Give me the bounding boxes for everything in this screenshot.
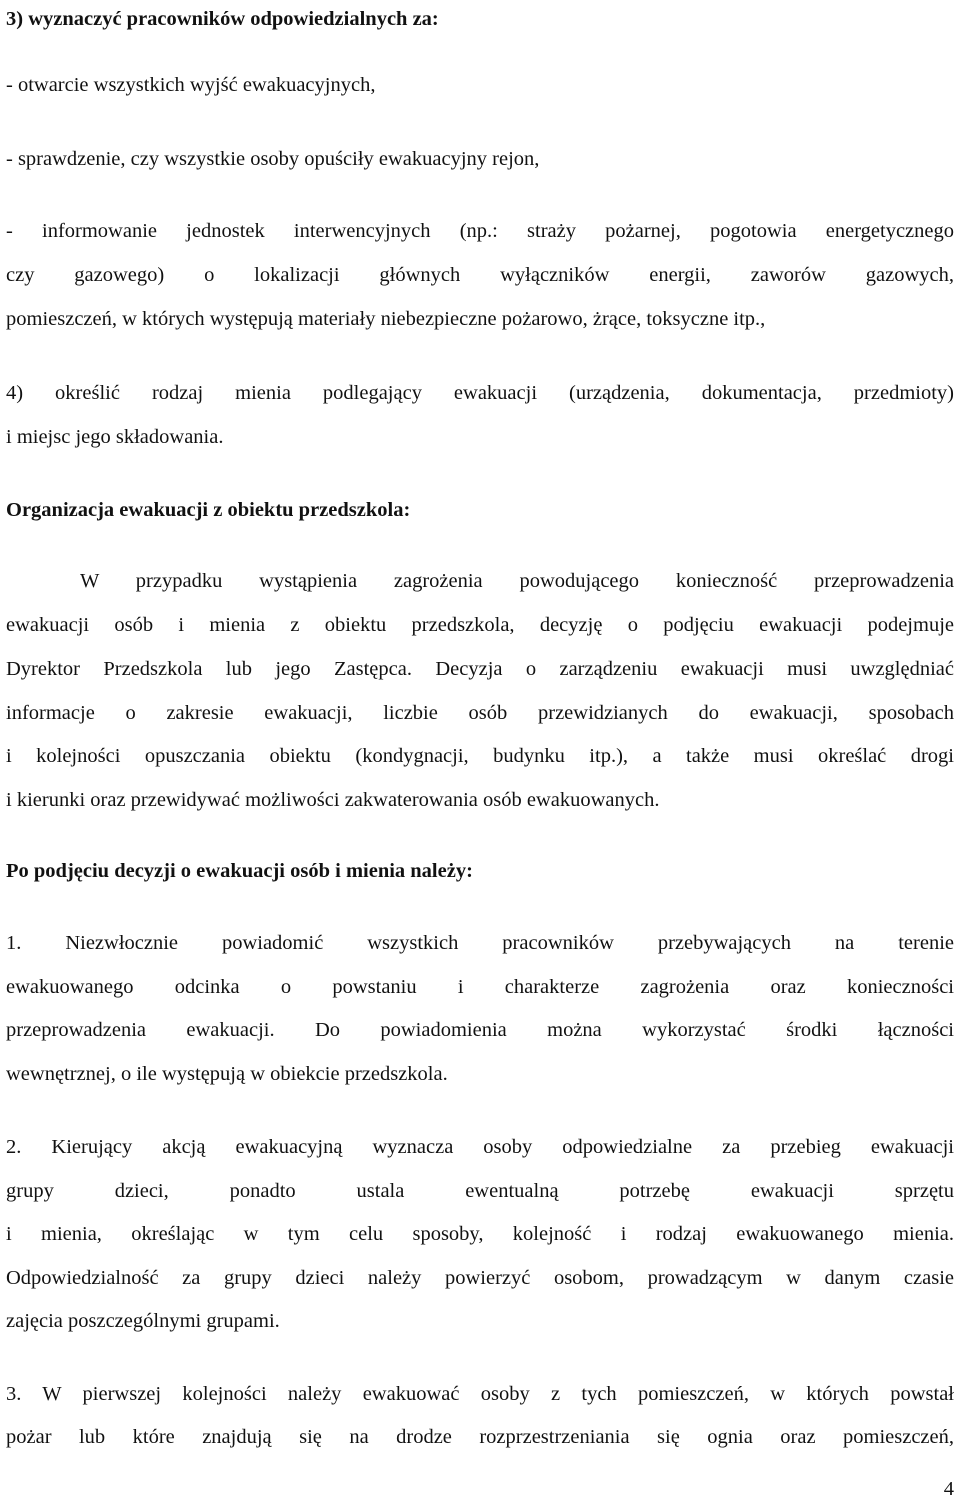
section-heading-after-decision: Po podjęciu decyzji o ewakuacji osób i mienia należy: xyxy=(6,860,473,882)
step-3-line-2: pożar lub które znajdują się na drodze rozprzestrzeniania się ognia oraz pomieszczeń, xyxy=(6,1426,954,1448)
paragraph-line-2: ewakuacji osób i mienia z obiektu przedszkola, decyzję o podjęciu ewakuacji podejmuje xyxy=(6,614,954,636)
page-number: 4 xyxy=(943,1478,954,1500)
step-1-line-3: przeprowadzenia ewakuacji. Do powiadomienia można wykorzystać środki łączności xyxy=(6,1019,954,1041)
item-3-heading: 3) wyznaczyć pracowników odpowiedzialnych za: xyxy=(6,8,439,30)
step-3-line-1: 3. W pierwszej kolejności należy ewakuować osoby z tych pomieszczeń, w których powstał xyxy=(6,1383,954,1405)
step-1-line-1: 1. Niezwłocznie powiadomić wszystkich pracowników przebywających na terenie xyxy=(6,932,954,954)
paragraph-line-6: i kierunki oraz przewidywać możliwości zakwaterowania osób ewakuowanych. xyxy=(6,789,660,811)
bullet-inform-units-line-3: pomieszczeń, w których występują materiały niebezpieczne pożarowo, żrące, toksyczne itp., xyxy=(6,308,766,330)
item-4-line-1: 4) określić rodzaj mienia podlegający ewakuacji (urządzenia, dokumentacja, przedmioty) xyxy=(6,382,954,404)
bullet-check-persons: - sprawdzenie, czy wszystkie osoby opuściły ewakuacyjny rejon, xyxy=(6,148,540,170)
step-2-line-4: Odpowiedzialność za grupy dzieci należy powierzyć osobom, prowadzącym w danym czasie xyxy=(6,1267,954,1289)
step-1-line-4: wewnętrznej, o ile występują w obiekcie przedszkola. xyxy=(6,1063,448,1085)
paragraph-line-4: informacje o zakresie ewakuacji, liczbie osób przewidzianych do ewakuacji, sposobach xyxy=(6,702,954,724)
step-2-line-2: grupy dzieci, ponadto ustala ewentualną potrzebę ewakuacji sprzętu xyxy=(6,1180,954,1202)
paragraph-line-3: Dyrektor Przedszkola lub jego Zastępca. Decyzja o zarządzeniu ewakuacji musi uwzględniać xyxy=(6,658,954,680)
bullet-open-exits: - otwarcie wszystkich wyjść ewakuacyjnych, xyxy=(6,74,376,96)
step-2-line-3: i mienia, określając w tym celu sposoby, kolejność i rodzaj ewakuowanego mienia. xyxy=(6,1223,954,1245)
paragraph-line-5: i kolejności opuszczania obiektu (kondygnacji, budynku itp.), a także musi określać drogi xyxy=(6,745,954,767)
item-4-line-2: i miejsc jego składowania. xyxy=(6,426,224,448)
paragraph-line-1: W przypadku wystąpienia zagrożenia powodującego konieczność przeprowadzenia xyxy=(80,570,954,592)
bullet-inform-units-line-1: - informowanie jednostek interwencyjnych (np.: straży pożarnej, pogotowia energetycznego xyxy=(6,220,954,242)
step-2-line-1: 2. Kierujący akcją ewakuacyjną wyznacza osoby odpowiedzialne za przebieg ewakuacji xyxy=(6,1136,954,1158)
step-1-line-2: ewakuowanego odcinka o powstaniu i charakterze zagrożenia oraz konieczności xyxy=(6,976,954,998)
bullet-inform-units-line-2: czy gazowego) o lokalizacji głównych wyłączników energii, zaworów gazowych, xyxy=(6,264,954,286)
section-heading-organization: Organizacja ewakuacji z obiektu przedszkola: xyxy=(6,499,411,521)
step-2-line-5: zajęcia poszczególnymi grupami. xyxy=(6,1310,280,1332)
